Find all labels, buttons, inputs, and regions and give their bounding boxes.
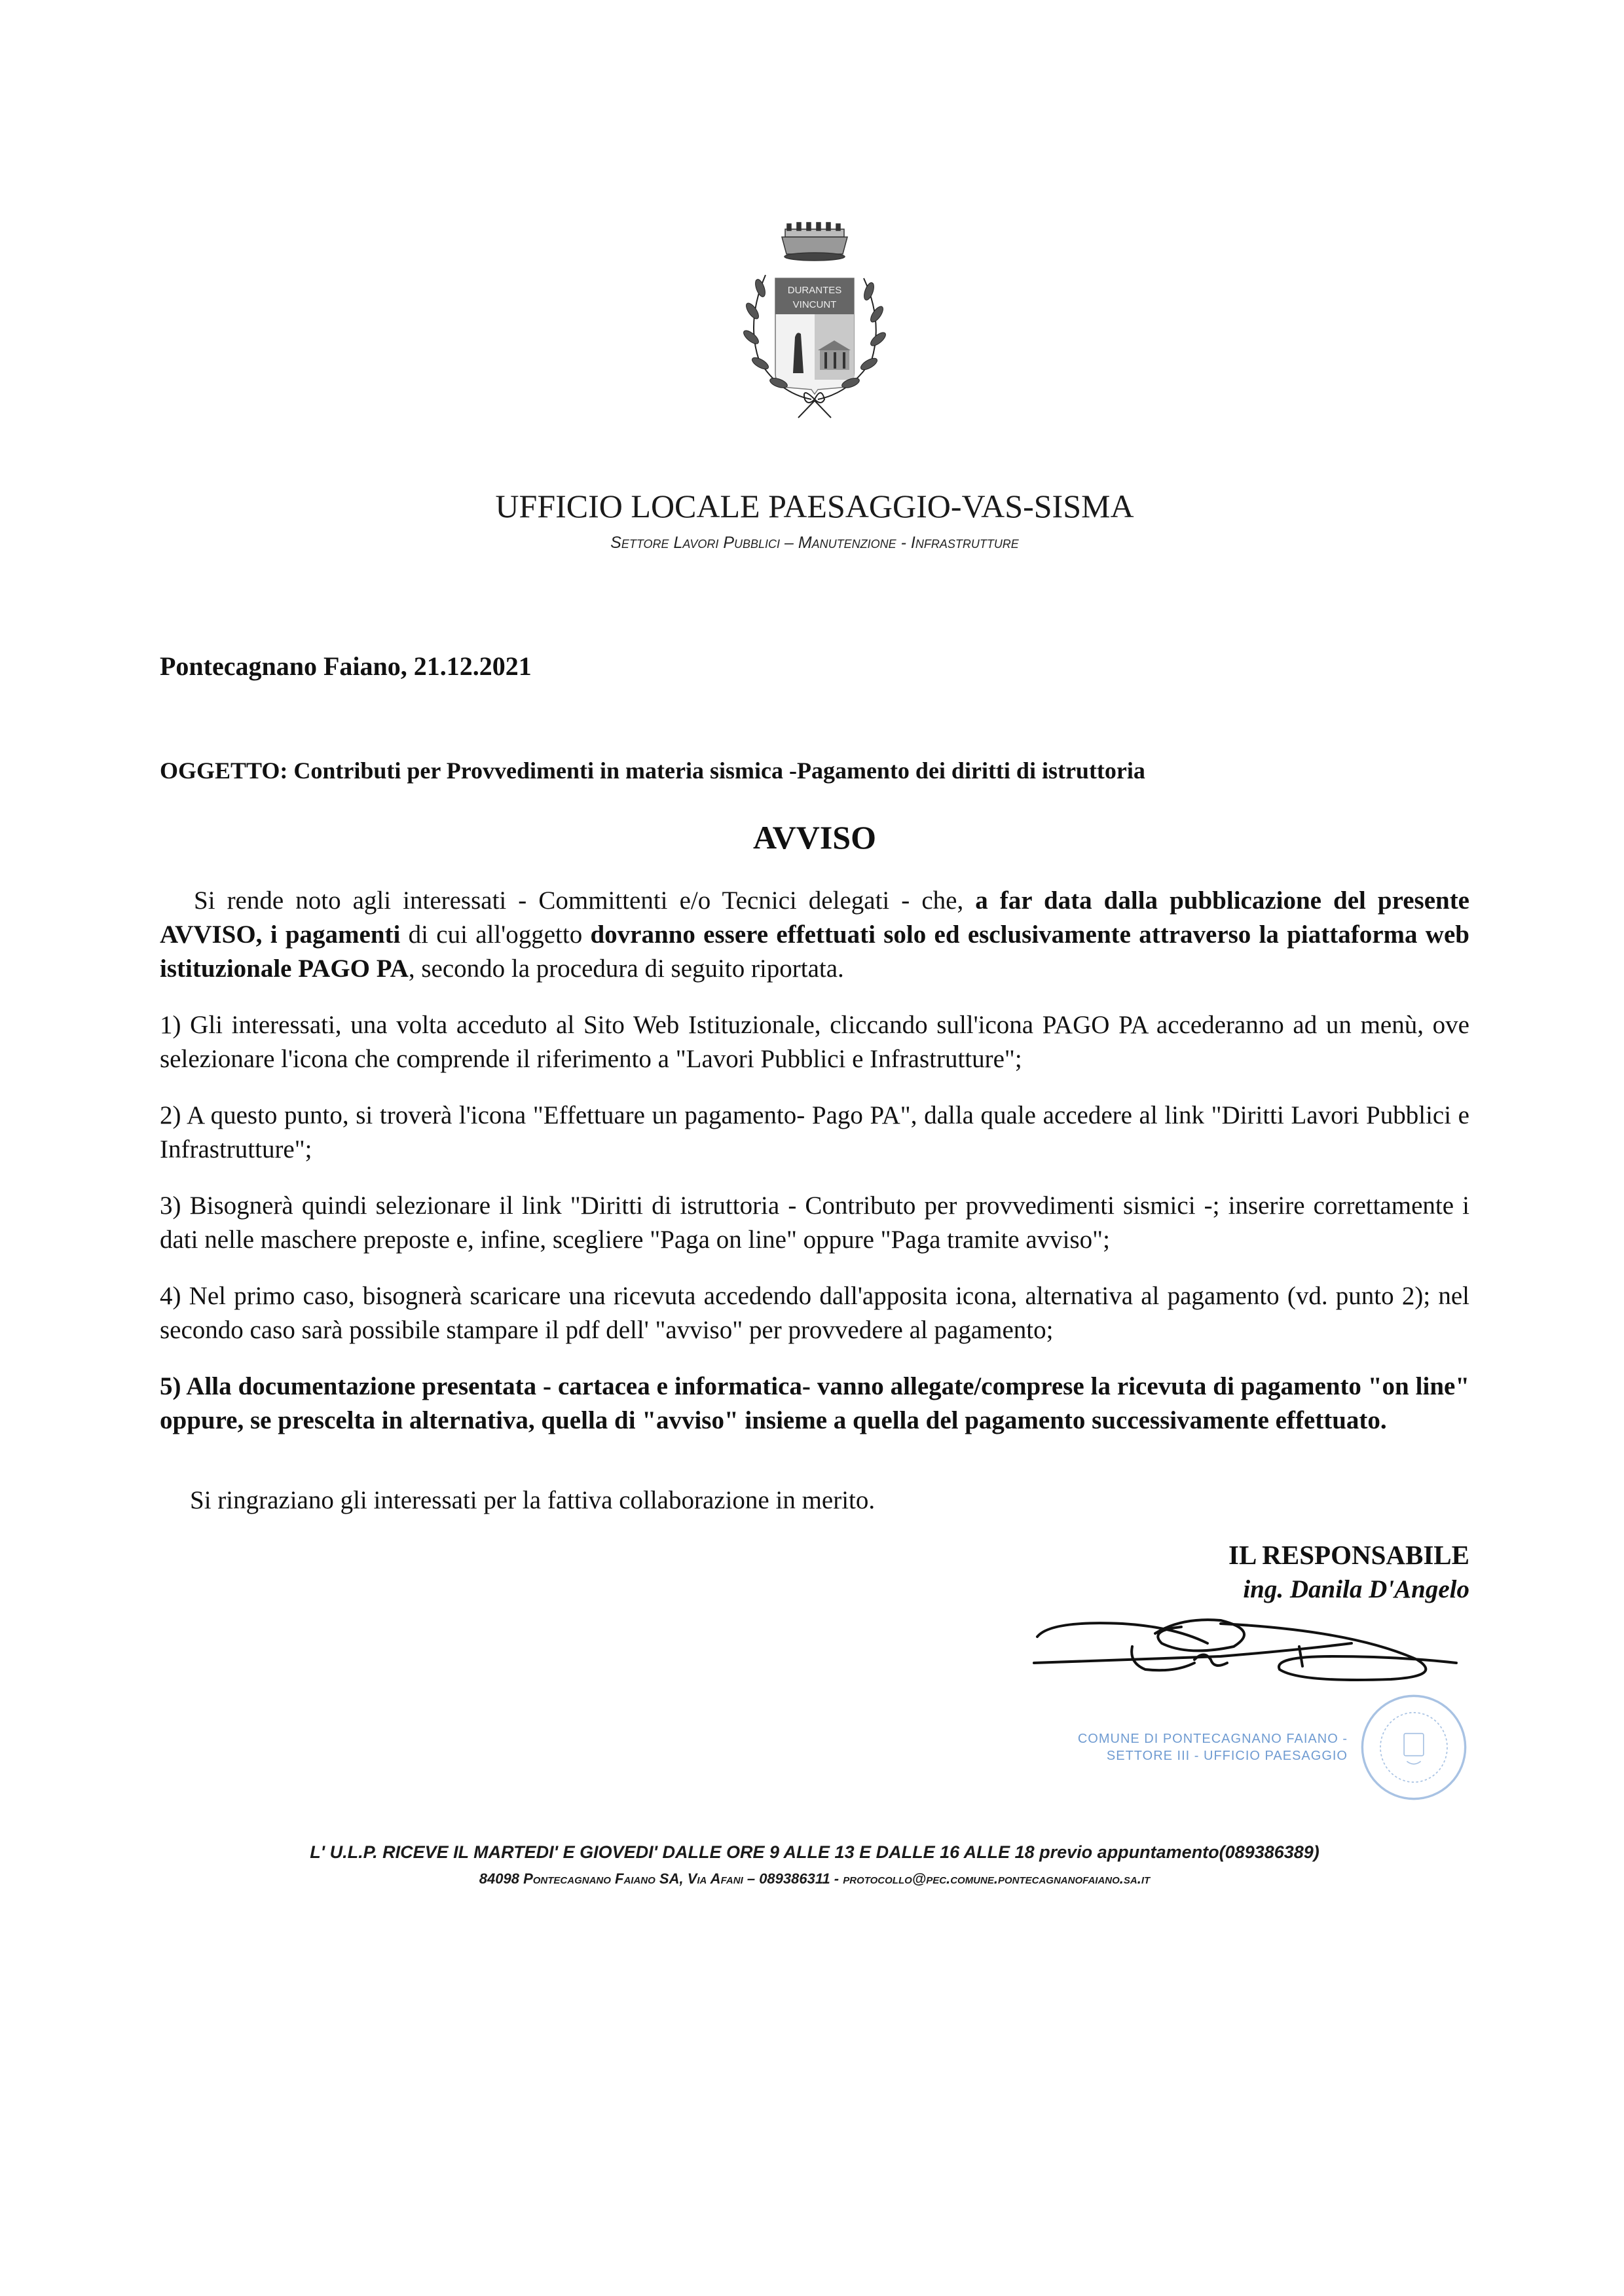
footer-address: 84098 Pontecagnano Faiano SA, Via Afani – 089386311 - protocollo@pec.comune.pontecagnanofaiano.sa.it [479, 1870, 1151, 1887]
step-4: 4) Nel primo caso, bisognerà scaricare una ricevuta accedendo dall'apposita icona, alternativa al pagamento (vd. punto 2); nel secondo caso sarà possibile stampare il pdf dell' "avviso" per provvedere al pagamento; [160, 1282, 1469, 1344]
shield-icon [775, 278, 854, 394]
crest-container [160, 210, 1469, 426]
crest-motto-1: DURANTES [787, 285, 842, 296]
intro-text-1: Si rende noto agli interessati - Committenti e/o Tecnici delegati - che, [194, 886, 976, 915]
closing-text: Si ringraziano gli interessati per la fattiva collaborazione in merito. [190, 1486, 876, 1514]
stamp-text: COMUNE DI PONTECAGNANO FAIANO - SETTORE III - UFFICIO PAESAGGIO [1077, 1732, 1348, 1763]
office-name: UFFICIO LOCALE PAESAGGIO-VAS-SISMA [495, 488, 1134, 524]
step-5-text: Alla documentazione presentata - cartacea e informatica- vanno allegate/comprese la ricevuta di pagamento "on line" oppure, se prescelta in alternativa, quella di "avviso" insieme a quella del pagamento successivamente effettuato. [160, 1372, 1470, 1434]
signatory-name: ing. Danila D'Angelo [1243, 1575, 1469, 1603]
signatory-title: IL RESPONSABILE [1228, 1540, 1469, 1570]
crest-motto-2: VINCUNT [792, 299, 837, 310]
signature-block [160, 1537, 1469, 1803]
step-5 [160, 1370, 1469, 1438]
crown-icon [782, 223, 847, 261]
official-stamp [1358, 1692, 1469, 1803]
step-2: 2) A questo punto, si troverà l'icona "Effettuare un pagamento- Pago PA", dalla quale accedere al link "Diritti Lavori Pubblici e Infrastrutture"; [160, 1101, 1469, 1163]
place-date: Pontecagnano Faiano, 21.12.2021 [160, 651, 532, 681]
intro-bold-1: a far data dalla pubblicazione del presente AVVISO, i pagamenti [160, 886, 1469, 949]
intro-text-3: , secondo la procedura di seguito riportata. [408, 955, 844, 983]
intro-text-2: di cui all'oggetto [400, 920, 591, 949]
footer-office-hours: L' U.L.P. RICEVE IL MARTEDI' E GIOVEDI' DALLE ORE 9 ALLE 13 E DALLE 16 ALLE 18 previo appuntamento(089386389) [310, 1842, 1320, 1862]
step-5-prefix: 5) [160, 1372, 187, 1400]
stamp-emblem-icon [1404, 1734, 1424, 1764]
step-3: 3) Bisognerà quindi selezionare il link "Diritti di istruttoria - Contributo per provvedimenti sismici -; inserire correttamente i dati nelle maschere preposte e, infine, scegliere "Paga on line" oppure "Paga tramite avviso"; [160, 1192, 1469, 1254]
step-1: 1) Gli interessati, una volta acceduto al Sito Web Istituzionale, cliccando sull'icona PAGO PA accederanno ad un menù, ove selezionare l'icona che comprende il riferimento a "Lavori Pubblici e Infrastrutture"; [160, 1011, 1469, 1073]
notice-title: AVVISO [752, 819, 877, 856]
stamp-row [1011, 1692, 1469, 1803]
subject-line: OGGETTO: Contributi per Provvedimenti in materia sismica -Pagamento dei diritti di istruttoria [160, 757, 1145, 784]
municipal-crest-logo [720, 210, 910, 426]
intro-bold-2: dovranno essere effettuati solo ed esclusivamente attraverso la piattaforma web istituzionale PAGO PA [160, 920, 1469, 983]
handwritten-signature [1024, 1611, 1469, 1689]
office-sector: Settore Lavori Pubblici – Manutenzione - Infrastrutture [610, 534, 1019, 552]
intro-paragraph [160, 884, 1469, 986]
